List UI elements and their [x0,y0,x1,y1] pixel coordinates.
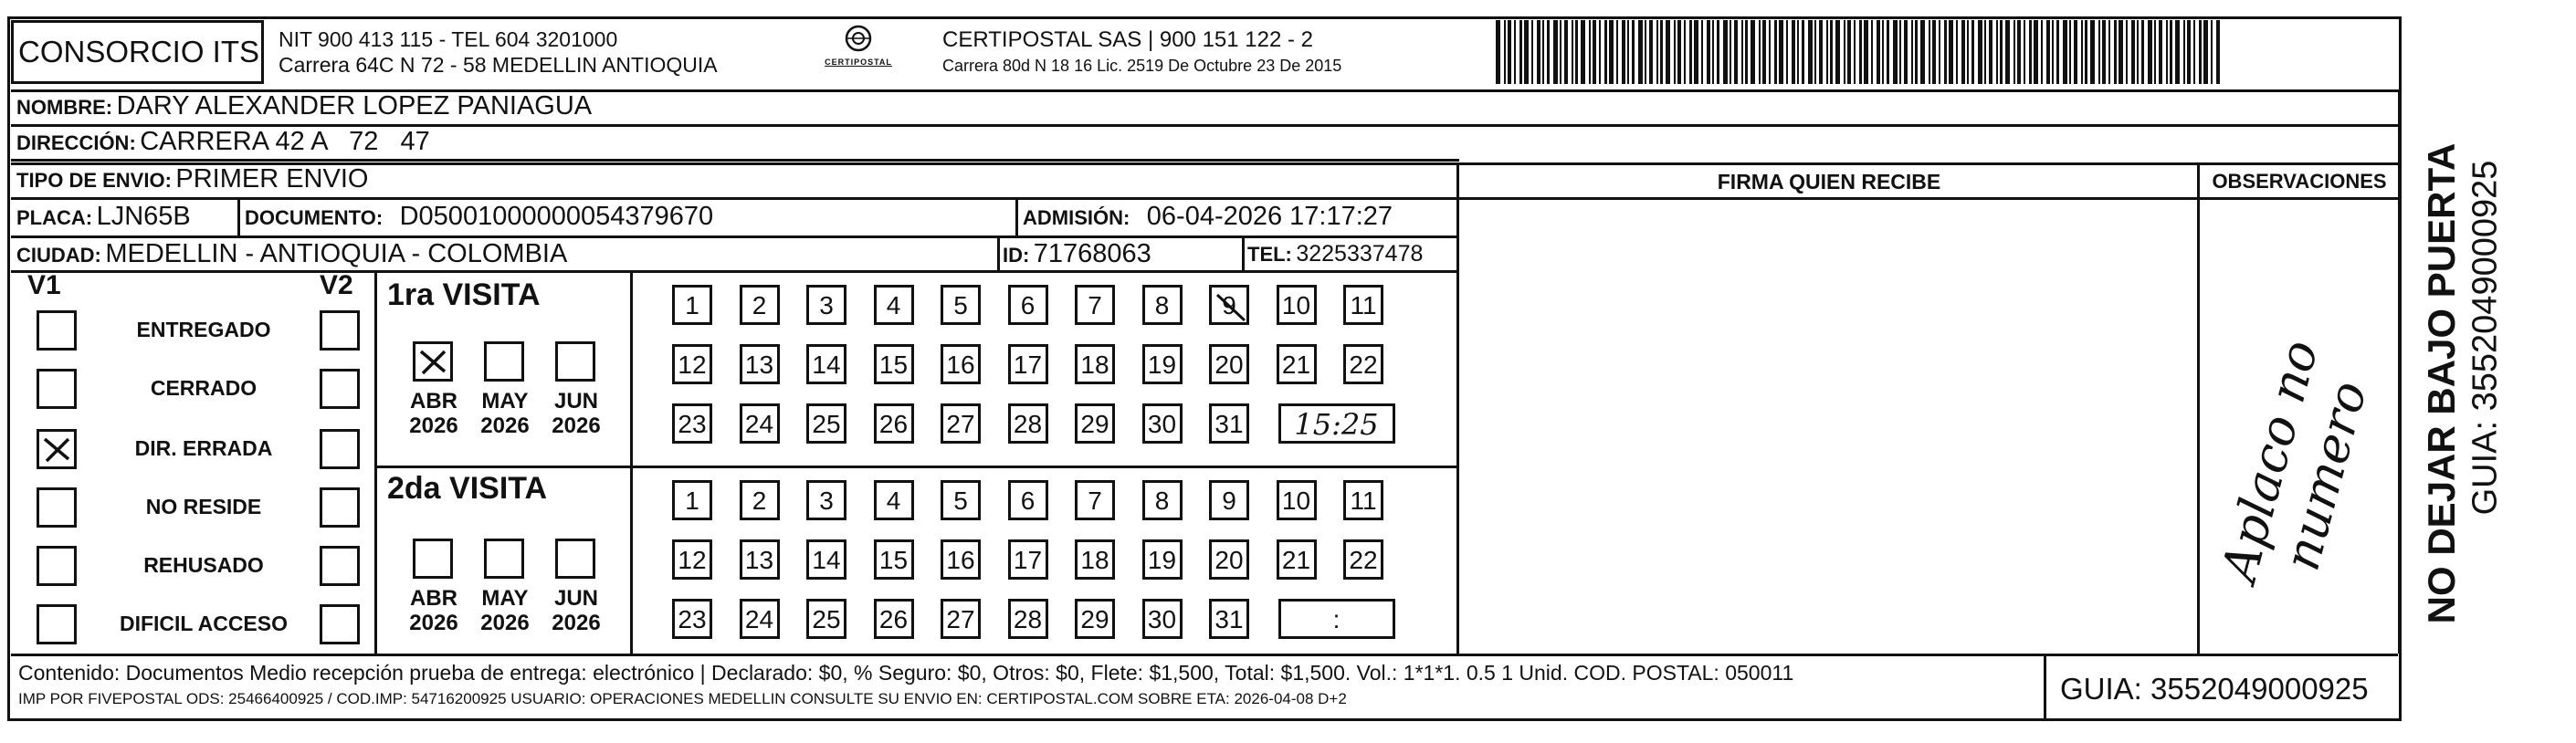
barcode-bar [2017,20,2021,84]
visit1-day-box[interactable]: 8 [1142,285,1183,325]
barcode-bar [2098,20,2100,84]
barcode-bar [1830,20,1833,84]
visit2-day-box[interactable]: 11 [1343,480,1383,520]
barcode-bar [2211,20,2213,84]
checkmark-icon [1214,289,1248,324]
barcode-bar [2183,20,2185,84]
barcode-bar [1944,20,1947,84]
visit2-day-box[interactable]: 9 [1209,480,1249,520]
barcode-bar [1701,20,1703,84]
visit2-day-box[interactable]: 28 [1008,599,1048,639]
visit2-day-box[interactable]: 31 [1209,599,1249,639]
visit2-day-box[interactable]: 26 [874,599,914,639]
barcode-bar [1674,20,1676,84]
barcode-bar [1560,20,1561,84]
visit2-year-label: 2026 [552,611,601,635]
firma-label: FIRMA QUIEN RECIBE [1717,170,1941,194]
direccion-row [16,127,430,157]
barcode-bar [1967,20,1969,84]
visit1-month-label: JUN [553,389,598,413]
barcode-bar [1779,20,1783,84]
license-line: Carrera 80d N 18 16 Lic. 2519 De Octubre 23 De 2015 [942,57,1342,75]
barcode-bar [1730,20,1731,84]
row-line [11,270,1459,273]
barcode-bar [2131,20,2135,84]
barcode-bar [1978,20,1982,84]
barcode-bar [1656,20,1658,84]
visit2-day-box[interactable]: 7 [1075,480,1115,520]
checked-day-number: 9 [1222,291,1236,319]
barcode [1496,20,2223,84]
visit2-day-box[interactable]: 27 [941,599,981,639]
visit1-day-box[interactable]: 16 [941,344,981,384]
visit1-day-box[interactable]: 14 [806,344,846,384]
barcode-bar [1496,20,1500,84]
barcode-bar [1745,20,1748,84]
barcode-bar [1684,20,1686,84]
tipo-row [16,164,368,194]
visit2-day-box[interactable]: 10 [1277,480,1317,520]
visit1-day-box[interactable]: 5 [941,285,981,325]
visit2-title: 2da VISITA [387,471,548,506]
barcode-bar [1996,20,1998,84]
barcode-bar [1864,20,1868,84]
tel-row [1247,241,1423,267]
visit2-day-box[interactable]: 14 [806,539,846,580]
nombre-row [16,91,592,121]
barcode-bar [1920,20,1925,84]
visit1-day-box[interactable]: 6 [1008,285,1048,325]
v1-checkbox[interactable] [37,310,77,351]
barcode-bar [1769,20,1771,84]
barcode-bar [2085,20,2087,84]
handwritten-note: Aplaco no numero [2210,334,2379,588]
observaciones-divider [2197,162,2200,654]
barcode-bar [2166,20,2168,84]
id-row [1003,239,1151,269]
imp-line: IMP POR FIVEPOSTAL ODS: 25466400925 / COD.IMP: 54716200925 USUARIO: OPERACIONES MEDELLIN CONSULTE SU ENVIO EN: CERTIPOSTAL.COM SOBRE ETA: 2026-04-08 D+2 [18,690,1347,707]
barcode-bar [1859,20,1862,84]
visit1-year-label: 2026 [480,413,530,438]
barcode-bar [1604,20,1607,84]
visit1-day-box[interactable]: 10 [1277,285,1317,325]
nit-line: NIT 900 413 115 - TEL 604 3201000 [279,27,618,51]
v2-checkbox[interactable] [320,546,360,586]
logo-text: CERTIPOSTAL [825,58,892,67]
nombre-label: NOMBRE: [16,96,113,119]
visit1-day-box[interactable]: 24 [740,403,780,444]
visit1-day-box[interactable]: 15 [874,344,914,384]
barcode-bar [1599,20,1601,84]
v1-checkbox[interactable] [37,487,77,528]
visit2-day-box[interactable]: 21 [1277,539,1317,580]
visit2-day-box[interactable]: 23 [672,599,712,639]
id-value: 71768063 [1033,239,1151,268]
visit2-day-box[interactable]: 6 [1008,480,1048,520]
v2-checkbox[interactable] [320,487,360,528]
visit1-day-box[interactable]: 19 [1142,344,1183,384]
barcode-bar [2193,20,2195,84]
visit2-year-label: 2026 [480,611,530,635]
barcode-bar [1542,20,1544,84]
status-option-label: NO RESIDE [145,495,262,518]
barcode-bar [1854,20,1856,84]
status-option-label: CERRADO [150,376,258,400]
visit1-day-box[interactable]: 28 [1008,403,1048,444]
barcode-bar [1932,20,1936,84]
barcode-bar [2013,20,2015,84]
visit1-day-box[interactable]: 4 [874,285,914,325]
barcode-bar [2074,20,2077,84]
barcode-bar [2175,20,2180,84]
barcode-bar [1572,20,1573,84]
barcode-bar [1514,20,1516,84]
barcode-bar [1707,20,1710,84]
barcode-bar [1961,20,1965,84]
barcode-bar [1844,20,1845,84]
certipostal-line: CERTIPOSTAL SAS | 900 151 122 - 2 [942,27,1313,52]
id-label: ID: [1003,244,1030,267]
visit2-month-checkbox[interactable] [484,539,524,579]
visit2-day-box[interactable]: 15 [874,539,914,580]
placa-label: PLACA: [16,206,93,229]
certipostal-logo-icon [843,24,874,53]
ciudad-row [16,239,567,269]
barcode-bar [1774,20,1777,84]
footer-line [11,654,2398,656]
barcode-bar [1899,20,1901,84]
barcode-bar [2063,20,2067,84]
visit1-day-box[interactable]: 23 [672,403,712,444]
visit1-day-box[interactable]: 18 [1075,344,1115,384]
nombre-value: DARY ALEXANDER LOPEZ PANIAGUA [116,91,593,120]
cell-divider [1242,237,1245,270]
barcode-bar [2199,20,2202,84]
placa-value: LJN65B [96,202,191,231]
barcode-bar [1717,20,1719,84]
visit2-day-box[interactable]: 3 [806,480,846,520]
visit2-day-box[interactable]: 1 [672,480,712,520]
barcode-bar [2137,20,2139,84]
visit2-day-box[interactable]: 16 [941,539,981,580]
visit1-day-box[interactable]: 3 [806,285,846,325]
tel-label: TEL: [1247,243,1292,266]
visit1-day-box[interactable]: 13 [740,344,780,384]
barcode-bar [1519,20,1522,84]
barcode-bar [1677,20,1681,84]
visit1-time-box[interactable]: 15:25 [1278,403,1395,444]
barcode-bar [1826,20,1828,84]
visit1-day-box[interactable]: 22 [1343,344,1383,384]
visit2-month-checkbox[interactable] [555,539,595,579]
barcode-bar [2081,20,2083,84]
barcode-bar [1759,20,1761,84]
v1-checkbox[interactable] [37,369,77,409]
visit1-day-box[interactable]: 29 [1075,403,1115,444]
barcode-bar [1802,20,1804,84]
barcode-bar [2141,20,2144,84]
v2-checkbox[interactable] [320,604,360,644]
barcode-bar [1797,20,1799,84]
side-guia: GUIA: 3552049000925 [2466,160,2505,516]
visit-divider [374,466,1459,468]
contenido-line: Contenido: Documentos Medio recepción prueba de entrega: electrónico | Declarado: $0, % Seguro: $0, Otros: $0, Flete: $1,500, Total: $1,500. Vol.: 1*1*1. 0.5 1 Unid. COD. POSTAL: 050011 [18,661,1794,685]
barcode-bar [1956,20,1958,84]
barcode-bar [1762,20,1766,84]
barcode-bar [2056,20,2059,84]
visit1-day-box[interactable]: 2 [740,285,780,325]
visit2-day-box[interactable]: 29 [1075,599,1115,639]
barcode-bar [1531,20,1533,84]
observaciones-label: OBSERVACIONES [2212,170,2387,193]
visit1-day-box[interactable]: 30 [1142,403,1183,444]
barcode-bar [1971,20,1974,84]
visit2-day-box[interactable]: 20 [1209,539,1249,580]
barcode-bar [1616,20,1618,84]
status-option-label: DIR. ERRADA [134,436,273,460]
cell-divider [237,199,240,235]
visit2-day-box[interactable]: 12 [672,539,712,580]
visit2-day-box[interactable]: 5 [941,480,981,520]
visit1-year-label: 2026 [409,413,458,438]
visit1-month-checkbox[interactable] [484,341,524,382]
barcode-bar [1609,20,1614,84]
visit2-day-box[interactable]: 8 [1142,480,1183,520]
visit1-month-label: MAY [481,389,529,413]
visit-month-divider [630,270,633,654]
barcode-bar [2154,20,2156,84]
barcode-bar [1939,20,1940,84]
v1-label: V1 [27,270,61,300]
status-option-label: ENTREGADO [136,318,271,341]
documento-label: DOCUMENTO: [245,206,384,229]
v1-checkbox[interactable] [37,546,77,586]
company-address: Carrera 64C N 72 - 58 MEDELLIN ANTIOQUIA [279,53,718,77]
barcode-bar [2119,20,2123,84]
visit2-day-box[interactable]: 30 [1142,599,1183,639]
cell-divider [997,237,1000,270]
barcode-bar [1712,20,1714,84]
visit2-time-box[interactable]: : [1278,599,1395,639]
barcode-bar [1504,20,1506,84]
direccion-label: DIRECCIÓN: [16,131,136,154]
barcode-bar [2148,20,2152,84]
barcode-bar [1929,20,1930,84]
visit1-year-label: 2026 [552,413,601,438]
barcode-bar [1723,20,1728,84]
barcode-bar [1989,20,1992,84]
visit1-day-box[interactable]: 27 [941,403,981,444]
visit1-day-box[interactable]: 21 [1277,344,1317,384]
barcode-bar [1741,20,1743,84]
admision-row [1023,202,1393,232]
visit2-month-label: ABR [410,586,457,611]
v2-label: V2 [320,270,353,300]
visit1-month-label: ABR [410,389,457,413]
barcode-bar [1645,20,1646,84]
tel-value: 3225337478 [1296,241,1424,267]
status-option-label: REHUSADO [143,553,264,577]
visit1-day-box[interactable]: 12 [672,344,712,384]
barcode-bar [1622,20,1625,84]
barcode-bar [1835,20,1840,84]
company-name: CONSORCIO ITS [18,35,260,68]
certipostal-logo [813,24,904,78]
barcode-bar [1819,20,1823,84]
barcode-bar [2170,20,2172,84]
v1-checkbox[interactable] [37,604,77,644]
barcode-bar [2024,20,2025,84]
footer-guia: GUIA: 3552049000925 [2060,672,2369,706]
v2-checkbox[interactable] [320,310,360,351]
signature-divider [1456,162,1459,654]
barcode-bar [1553,20,1558,84]
barcode-bar [2216,20,2220,84]
barcode-bar [1786,20,1788,84]
barcode-bar [1847,20,1851,84]
row-line [11,159,1459,162]
barcode-bar [1694,20,1698,84]
barcode-bar [2034,20,2038,84]
visit1-title: 1ra VISITA [387,277,541,312]
barcode-bar [2005,20,2010,84]
visit2-day-box[interactable]: 22 [1343,539,1383,580]
visit2-year-label: 2026 [409,611,458,635]
barcode-bar [1887,20,1889,84]
barcode-bar [1911,20,1913,84]
barcode-bar [1734,20,1738,84]
visit1-day-box[interactable]: 20 [1209,344,1249,384]
barcode-bar [2108,20,2110,84]
barcode-bar [1808,20,1813,84]
barcode-bar [2046,20,2050,84]
status-option-label: DIFICIL ACCESO [119,612,288,635]
barcode-bar [1632,20,1635,84]
barcode-bar [1537,20,1540,84]
footer-divider [2044,654,2046,719]
documento-value: D05001000000054379670 [399,202,714,231]
barcode-bar [1814,20,1816,84]
visit2-day-box[interactable]: 4 [874,480,914,520]
cell-divider [1015,199,1018,235]
barcode-bar [1984,20,1986,84]
barcode-bar [1882,20,1884,84]
visit2-day-box[interactable]: 2 [740,480,780,520]
barcode-bar [2159,20,2162,84]
visit2-day-box[interactable]: 19 [1142,539,1183,580]
v1-checkbox[interactable] [37,429,77,469]
barcode-bar [1508,20,1511,84]
visit1-day-box[interactable]: 17 [1008,344,1048,384]
barcode-bar [2090,20,2095,84]
barcode-bar [1524,20,1529,84]
visit1-day-box[interactable]: 1 [672,285,712,325]
barcode-bar [2114,20,2117,84]
visit2-day-box[interactable]: 17 [1008,539,1048,580]
visit1-day-box[interactable]: 11 [1343,285,1383,325]
barcode-bar [1649,20,1653,84]
placa-row [16,202,191,232]
visit1-day-box[interactable] [1209,285,1249,325]
barcode-bar [1904,20,1908,84]
barcode-bar [2126,20,2128,84]
barcode-bar [1893,20,1898,84]
visit2-month-label: JUN [553,586,598,611]
visit2-day-box[interactable]: 25 [806,599,846,639]
barcode-bar [2187,20,2191,84]
barcode-bar [1589,20,1591,84]
barcode-bar [1915,20,1918,84]
barcode-bar [1660,20,1663,84]
side-divider [2398,89,2401,654]
barcode-bar [2102,20,2106,84]
barcode-bar [2029,20,2032,84]
barcode-bar [1575,20,1578,84]
barcode-bar [1638,20,1643,84]
barcode-bar [1627,20,1629,84]
barcode-bar [1689,20,1692,84]
visit2-day-box[interactable]: 18 [1075,539,1115,580]
visit1-day-box[interactable]: 7 [1075,285,1115,325]
barcode-bar [1547,20,1550,84]
barcode-bar [1593,20,1596,84]
visit2-month-checkbox[interactable] [413,539,453,579]
barcode-bar [2041,20,2043,84]
visit2-day-box[interactable]: 13 [740,539,780,580]
barcode-bar [2052,20,2054,84]
visit1-day-box[interactable]: 26 [874,403,914,444]
no-dejar-warning: NO DEJAR BAJO PUERTA [2420,142,2463,624]
admision-value: 06-04-2026 17:17:27 [1146,202,1393,231]
status-divider [374,270,377,654]
barcode-bar [2069,20,2071,84]
direccion-value: CARRERA 42 A 72 47 [140,127,430,156]
v2-checkbox[interactable] [320,369,360,409]
ciudad-value: MEDELLIN - ANTIOQUIA - COLOMBIA [105,239,568,268]
visit1-day-box[interactable]: 25 [806,403,846,444]
barcode-bar [1751,20,1755,84]
barcode-bar [1792,20,1795,84]
row-line [11,197,1459,200]
visit1-day-box[interactable]: 31 [1209,403,1249,444]
barcode-bar [1871,20,1873,84]
visit2-day-box[interactable]: 24 [740,599,780,639]
tipo-value: PRIMER ENVIO [175,164,369,194]
barcode-bar [1666,20,1670,84]
label-frame [7,16,2402,721]
barcode-bar [1877,20,1880,84]
tipo-label: TIPO DE ENVIO: [16,169,172,192]
admision-label: ADMISIÓN: [1023,206,1130,229]
barcode-bar [2000,20,2003,84]
v2-checkbox[interactable] [320,429,360,469]
barcode-bar [1949,20,1953,84]
row-line [1459,197,2398,200]
visit1-month-checkbox[interactable] [555,341,595,382]
visit2-month-label: MAY [481,586,529,611]
visit1-month-checkbox[interactable] [413,341,453,382]
documento-row [245,202,713,232]
barcode-bar [1564,20,1568,84]
barcode-bar [2203,20,2208,84]
row-line [11,162,2398,165]
ciudad-label: CIUDAD: [16,244,101,267]
barcode-bar [1581,20,1585,84]
